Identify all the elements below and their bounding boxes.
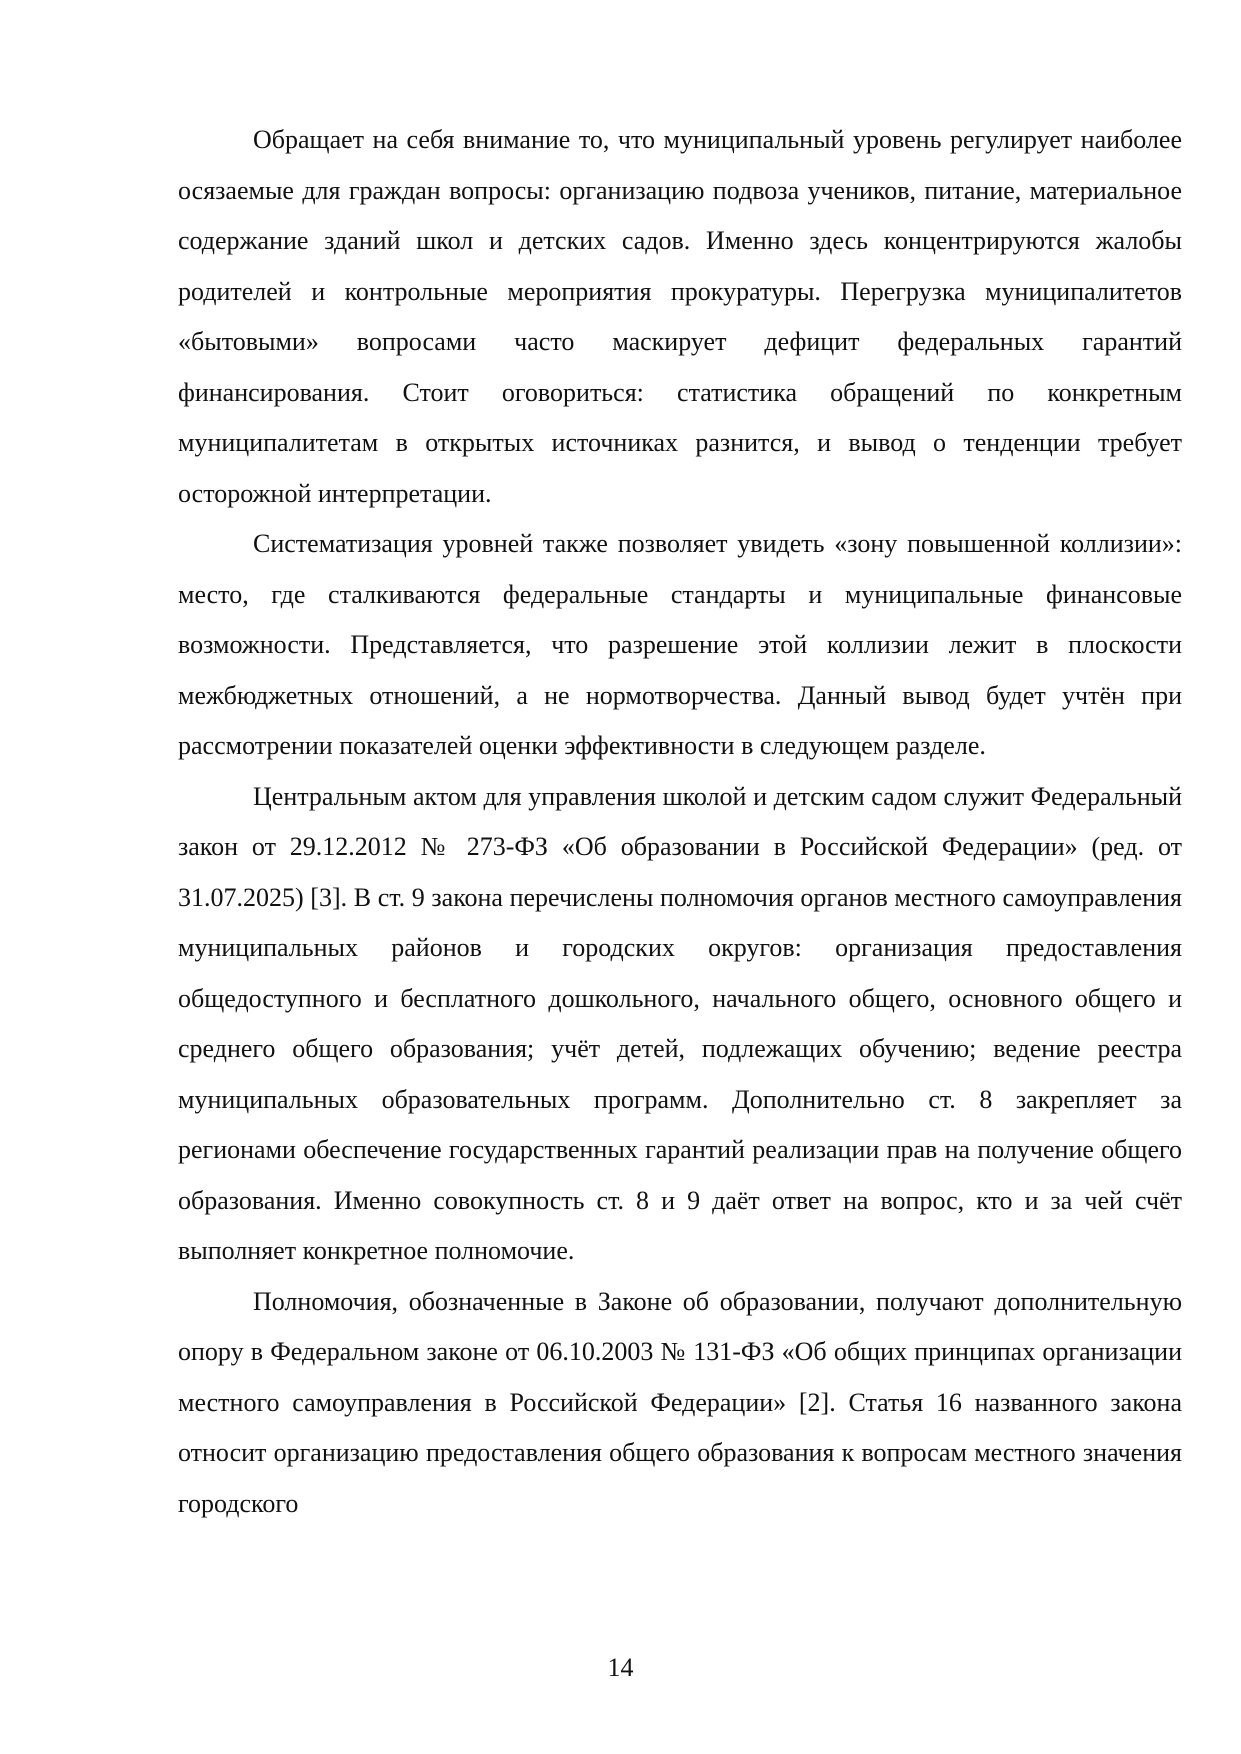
- paragraph-4: Полномочия, обозначенные в Законе об образовании, получают дополнительную опору в Федеральном законе от 06.10.2003 № 131-ФЗ «Об общих принципах организации местного самоуправления в Российской Федерации» [2]. Статья 16 названного закона относит организацию предоставления общего образования к вопросам местного значения городского: [178, 1286, 1182, 1518]
- page-number: 14: [607, 1653, 634, 1682]
- paragraph-1: Обращает на себя внимание то, что муниципальный уровень регулирует наиболее осязаемые для граждан вопросы: организацию подвоза учеников, питание, материальное содержание зданий школ и детских садов. Именно здесь концентрируются жалобы родителей и контрольные мероприятия прокуратуры. Перегрузка муниципалитетов «бытовыми» вопросами часто маскирует дефицит федеральных гарантий финансирования. Стоит оговориться: статистика обращений по конкретным муниципалитетам в открытых источниках разнится, и вывод о тенденции требует осторожной интерпретации.: [178, 125, 1182, 508]
- body-text: [178, 115, 1182, 1529]
- paragraph-3: Центральным актом для управления школой и детским садом служит Федеральный закон от 29.12.2012 № 273-ФЗ «Об образовании в Российской Федерации» (ред. от 31.07.2025) [3]. В ст. 9 закона перечислены полномочия органов местного самоуправления муниципальных районов и городских округов: организация предоставления общедоступного и бесплатного дошкольного, начального общего, основного общего и среднего общего образования; учёт детей, подлежащих обучению; ведение реестра муниципальных образовательных программ. Дополнительно ст. 8 закрепляет за регионами обеспечение государственных гарантий реализации прав на получение общего образования. Именно совокупность ст. 8 и 9 даёт ответ на вопрос, кто и за чей счёт выполняет конкретное полномочие.: [178, 781, 1182, 1265]
- paragraph-2: Систематизация уровней также позволяет увидеть «зону повышенной коллизии»: место, где сталкиваются федеральные стандарты и муниципальные финансовые возможности. Представляется, что разрешение этой коллизии лежит в плоскости межбюджетных отношений, а не нормотворчества. Данный вывод будет учтён при рассмотрении показателей оценки эффективности в следующем разделе.: [178, 529, 1182, 760]
